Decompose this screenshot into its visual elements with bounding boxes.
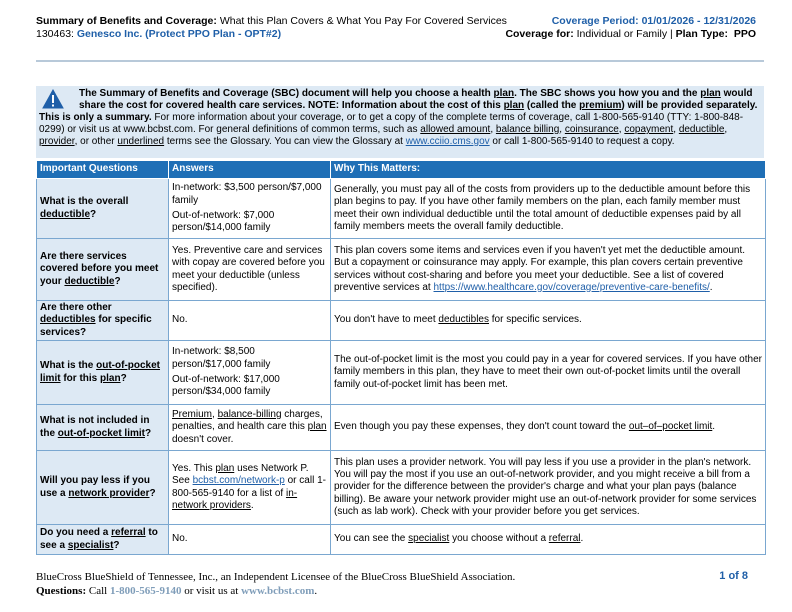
answer-cell: No.: [169, 525, 331, 555]
question-cell: What is the overall deductible?: [37, 179, 169, 239]
table-row: [37, 451, 766, 525]
page-footer: [36, 570, 515, 598]
network-p-link[interactable]: bcbst.com/network-p: [192, 475, 285, 487]
coverage-table: [36, 160, 766, 555]
question-cell: Are there other deductibles for specific services?: [37, 301, 169, 341]
footer-licensee: BlueCross BlueShield of Tennessee, Inc., an Independent Licensee of the BlueCross BlueShield Association.: [36, 571, 516, 583]
table-row: [37, 301, 766, 341]
coverage-for-value: Individual or Family: [576, 28, 668, 40]
footer-site-link[interactable]: www.bcbst.com: [241, 585, 315, 597]
table-header-row: [37, 161, 766, 179]
table-row: [37, 239, 766, 301]
footer-questions: Questions: Call 1-800-565-9140 or visit us at www.bcbst.com.: [36, 585, 318, 597]
col-header-questions: Important Questions: [37, 161, 169, 179]
coverage-for-label: Coverage for:: [505, 28, 574, 40]
answer-cell: Premium, balance-billing charges, penalties, and health care this plan doesn't cover.: [169, 405, 331, 451]
question-cell: What is not included in the out-of-pocket limit?: [37, 405, 169, 451]
question-cell: Will you pay less if you use a network provider?: [37, 451, 169, 525]
why-cell: This plan covers some items and services even if you haven't yet met the deductible amount. But a copayment or coinsurance may apply. For example, this plan covers certain preventive services without cost-sharing and before you meet your deductible. See a list of covered preventive services at https://www.healthcare.gov/coverage/preventive-care-benefits/.: [331, 239, 766, 301]
notice-body: This is only a summary. For more information about your coverage, or to get a copy of the complete terms of coverage, call 1-800-565-9140 (TTY: 1-800-848-0299) or visit us at www.bcbst.com. For general definitions of common terms, such as allowed amount, balance billing, coinsurance, copayment, deductible, provider, or other underlined terms see the Glossary. You can view the Glossary at www.cciio.cms.gov or call 1-800-565-9140 to request a copy.: [39, 112, 744, 147]
plan-name: Genesco Inc. (Protect PPO Plan - OPT#2): [76, 28, 282, 40]
answer-cell: Yes. Preventive care and services with copay are covered before you meet your deductible (unless specified).: [169, 239, 331, 301]
plan-line: [36, 28, 507, 41]
why-cell: You don't have to meet deductibles for specific services.: [331, 301, 766, 341]
question-cell: Do you need a referral to see a specialist?: [37, 525, 169, 555]
header-divider: [36, 60, 764, 62]
sbc-notice: [36, 86, 764, 158]
answer-cell: In-network: $8,500 person/$17,000 family Out-of-network: $17,000 person/$34,000 family: [169, 341, 331, 405]
document-header: [36, 15, 507, 41]
title-rest: What this Plan Covers & What You Pay For Covered Services: [219, 15, 507, 27]
preventive-care-link[interactable]: https://www.healthcare.gov/coverage/preventive-care-benefits/: [433, 281, 710, 293]
why-cell: This plan uses a provider network. You will pay less if you use a provider in the plan's network. You will pay the most if you use an out-of-network provider, and you might receive a bill from a provider for the difference between the provider's charge and what your plan pays (balance billing). Be aware your network provider might use an out-of-network provider for some services (such as lab work). Check with your provider before you get services.: [331, 451, 766, 525]
coverage-info: [505, 15, 756, 41]
why-cell: Even though you pay these expenses, they don't count toward the out–of–pocket limit.: [331, 405, 766, 451]
coverage-period: Coverage Period: 01/01/2026 - 12/31/2026: [551, 15, 756, 27]
why-cell: You can see the specialist you choose without a referral.: [331, 525, 766, 555]
plan-type-label: Plan Type:: [675, 28, 728, 40]
warning-icon: [42, 89, 64, 109]
table-row: [37, 405, 766, 451]
question-cell: Are there services covered before you meet your deductible?: [37, 239, 169, 301]
sbc-title: [36, 15, 507, 28]
question-cell: What is the out-of-pocket limit for this plan?: [37, 341, 169, 405]
glossary-link[interactable]: www.cciio.cms.gov: [405, 136, 490, 147]
col-header-answers: Answers: [169, 161, 331, 179]
plan-id: 130463:: [36, 28, 74, 40]
why-cell: Generally, you must pay all of the costs from providers up to the deductible amount before this plan begins to pay. If you have other family members on the plan, each family member must meet their own individual deductible until the total amount of deductible expenses paid by all family members meets the overall family deductible.: [331, 179, 766, 239]
notice-intro: The Summary of Benefits and Coverage (SBC) document will help you choose a health plan. The SBC shows you how you and the plan would share the cost for covered health care services. NOTE: Information about the cost of this plan (called the premium) will be provided separately.: [79, 88, 758, 111]
answer-cell: Yes. This plan uses Network P. See bcbst.com/network-p or call 1-800-565-9140 for a list of in-network providers.: [169, 451, 331, 525]
col-header-why: Why This Matters:: [331, 161, 766, 179]
why-cell: The out-of-pocket limit is the most you could pay in a year for covered services. If you have other family members in this plan, they have to meet their own out-of-pocket limits until the overall family out-of-pocket limit has been met.: [331, 341, 766, 405]
coverage-for-line: Coverage for: Individual or Family | Plan Type: PPO: [505, 28, 756, 40]
table-row: [37, 525, 766, 555]
title-bold: Summary of Benefits and Coverage:: [36, 15, 217, 27]
footer-phone: 1-800-565-9140: [109, 585, 182, 597]
answer-cell: In-network: $3,500 person/$7,000 family Out-of-network: $7,000 person/$14,000 family: [169, 179, 331, 239]
table-row: [37, 179, 766, 239]
answer-cell: No.: [169, 301, 331, 341]
plan-type-value: PPO: [733, 28, 756, 40]
table-row: [37, 341, 766, 405]
page-number: 1 of 8: [719, 570, 748, 582]
